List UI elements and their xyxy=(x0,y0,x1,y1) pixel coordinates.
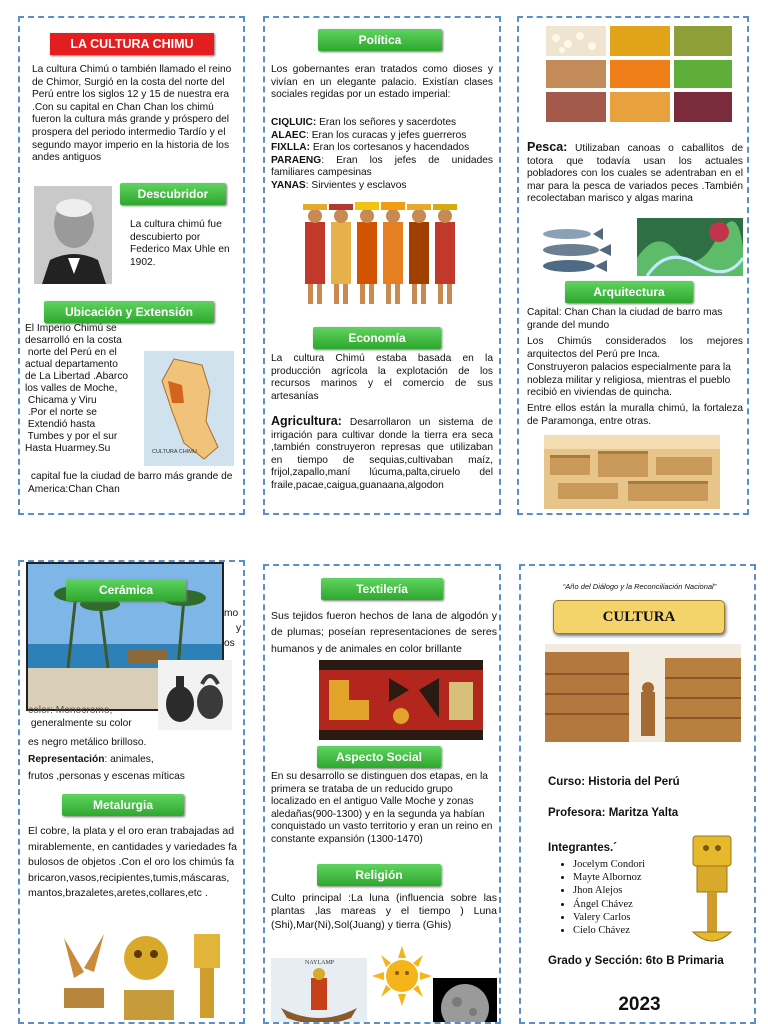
produce-collage xyxy=(544,24,734,124)
ubicacion-line: El Imperio Chimú se xyxy=(25,323,117,334)
ubicacion-line: de La Libertad .Abarco xyxy=(25,371,129,382)
arq-text-1: Los Chimús considerados los mejores arquitectos del Perú pre Inca. xyxy=(527,336,743,360)
ubicacion-line: Tumbes y por el sur xyxy=(25,431,118,442)
ceramica-color-text-3: es negro metálico brilloso. xyxy=(28,737,147,748)
arquitectura-header: Arquitectura xyxy=(565,281,693,303)
arq-text-3: Entre ellos están la muralla chimú, la fortaleza de Paramonga, entre otras. xyxy=(527,403,743,427)
year-text: 2023 xyxy=(618,994,661,1015)
uhle-portrait xyxy=(34,186,112,284)
ceramica-fragment: y xyxy=(236,623,242,634)
textile-image xyxy=(319,660,483,740)
pesca-text xyxy=(527,141,743,206)
ruins-cover-image xyxy=(545,644,741,742)
religion-text: Culto principal :La luna (influencia sobre las plantas ,las mareas y el tiempo ) Luna (Shi),Mar(Ni),Sol(Juang) y tierra (Ghis) xyxy=(271,892,497,931)
representacion-body: : animales, xyxy=(104,754,154,765)
ubicacion-line: Chicama y Viru xyxy=(25,395,97,406)
ubicacion-line: actual departamento xyxy=(25,359,118,370)
ubicacion-line: Hasta Huarmey.Su xyxy=(25,443,111,454)
integrante-item: • Ángel Chávez xyxy=(573,898,645,911)
integrantes-label: Integrantes.´ xyxy=(548,842,618,854)
panel-cover xyxy=(519,564,756,1024)
ubicacion-line: desarrolló en la costa xyxy=(25,335,122,346)
clase-item: CIQLUIC: Eran los señores y sacerdotes xyxy=(271,117,457,128)
ceramica-color-text xyxy=(28,705,158,718)
textileria-header: Textilería xyxy=(321,578,443,600)
clase-item: PARAENG: Eran los jefes de unidades familiares campesinas xyxy=(271,154,493,179)
panel-ceramica-metalurgia xyxy=(18,560,245,1024)
integrante-item: • Cielo Chávez xyxy=(573,924,645,937)
agricultura-label: Agricultura: xyxy=(271,414,342,428)
ceramica-fragment: os xyxy=(224,638,235,649)
religion-header: Religión xyxy=(317,864,441,886)
agricultura-text xyxy=(271,415,493,493)
naylamp-label: NAYLAMP xyxy=(305,960,335,966)
cover-title-badge: CULTURA xyxy=(553,600,725,634)
ubicacion-line: los valles de Moche, xyxy=(25,383,118,394)
tumi-image xyxy=(687,832,737,950)
economia-header: Economía xyxy=(313,327,441,349)
clase-item: YANAS: Sirvientes y esclavos xyxy=(271,179,407,191)
gold-artifacts-image xyxy=(54,928,234,1024)
pesca-label: Pesca: xyxy=(527,140,568,154)
seaweed-image xyxy=(637,218,743,276)
politica-text: Los gobernantes eran tratados como dioses y vivían en un elegante palacio. Existían clases sociales regidas por un estado imperial: xyxy=(271,64,493,101)
chan-chan-ruins-image xyxy=(544,435,720,509)
arq-text-2: Construyeron palacios especialmente para la nobleza militar y religiosa, mientras el pueblo recibió en viviendas de quincha. xyxy=(527,362,731,399)
clase-item: FIXLLA: Eran los cortesanos y hacendados xyxy=(271,142,470,154)
curso-text: Curso: Historia del Perú xyxy=(548,776,680,788)
clases-list xyxy=(271,117,493,193)
representacion-text-2: frutos ,personas y escenas míticas xyxy=(28,771,185,782)
arq-capital-text: Capital: Chan Chan la ciudad de barro mas grande del mundo xyxy=(527,307,723,331)
grado-text: Grado y Sección: 6to B Primaria xyxy=(548,955,724,967)
clase-item: ALAEC: Eran los curacas y jefes guerreros xyxy=(271,129,467,141)
representacion-text xyxy=(28,754,238,767)
panel-textileria-religion xyxy=(263,564,501,1024)
integrante-item: • Jocelym Condori xyxy=(573,858,645,871)
economia-text: La cultura Chimú estaba basada en la producción agrícola la explotación de los recursos marinos y el comercio de sus artesanías xyxy=(271,353,493,402)
metalurgia-header: Metalurgia xyxy=(62,794,184,816)
peru-map xyxy=(144,351,234,466)
social-header: Aspecto Social xyxy=(317,746,441,768)
ceramic-pots-image xyxy=(158,660,232,730)
agricultura-body: Desarrollaron un sistema de irrigación para cultivar donde la tierra era seca ,también construyeron represas que utilizaban en tiempo de sequias,cultivaban maíz, frijol,zapallo,maní lúcuma,palta,ciruelo del fraile,pacae,caigua,guanaana,algodon xyxy=(271,417,493,491)
moon-image xyxy=(433,978,497,1024)
panel-pesca-arquitectura xyxy=(517,16,749,515)
pesca-body: Utilizaban canoas o caballitos de totora que todavía usan los actuales pobladores con los cuales se adentraban en el mar para la pesca de variados peces .También recolectaban marisco y algas marina xyxy=(527,143,743,205)
panel-intro xyxy=(18,16,245,515)
ceramica-fragment: mo xyxy=(224,608,239,619)
sun-icon xyxy=(369,946,435,1006)
motto-text: “Año del Diálogo y la Reconciliación Nacional” xyxy=(562,582,717,591)
ubicacion-tail-text: capital fue la ciudad de barro más grande de America:Chan Chan xyxy=(28,471,235,495)
ubicacion-line: .Por el norte se xyxy=(25,407,97,418)
chimu-figures-image xyxy=(299,200,471,308)
ubicacion-lines xyxy=(25,323,143,455)
integrantes-list xyxy=(555,858,645,937)
color-label: color: Monocromo, xyxy=(28,705,113,716)
social-text: En su desarrollo se distinguen dos etapas, en la primera se trataba de un reducido grupo localizado en el antiguo Valle Moche y zonas aledañas(900-1300) y en la segunda ya habían conquistado un vasto territorio y eran un reino en constante expansión (1300-1470) xyxy=(271,771,493,845)
intro-text: La cultura Chimú o también llamado el reino de Chimor, Surgió en la costa del norte del Perú entre los siglos 12 y 15 de nuestra era .Con su capital en Chan Chan los chimú fueron la cultura más grande y próspero del prospera del periodo intermedio Tardío y el segundo mayor imperio en la historia de los andes antiguos xyxy=(32,64,232,164)
map-label: CULTURA CHIMU xyxy=(152,449,197,455)
ubicacion-line: Extendió hasta xyxy=(25,419,96,430)
naylamp-image xyxy=(271,958,367,1024)
integrante-item: • Mayte Albornoz xyxy=(573,871,645,884)
integrante-item: • Jhon Alejos xyxy=(573,884,645,897)
profesora-text: Profesora: Maritza Yalta xyxy=(548,807,679,819)
politica-header: Política xyxy=(318,29,442,51)
integrante-item: • Valery Carlos xyxy=(573,911,645,924)
ubicacion-header: Ubicación y Extensión xyxy=(44,301,214,323)
panel-politica-economia xyxy=(263,16,501,515)
descubridor-header: Descubridor xyxy=(120,183,226,205)
textileria-text: Sus tejidos fueron hechos de lana de algodón y de plumas; poseían representaciones de seres humanos y de animales en color brillante xyxy=(271,610,497,655)
ceramica-color-text-2: generalmente su color xyxy=(28,718,132,729)
representacion-label: Representación xyxy=(28,754,105,765)
ceramica-header: Cerámica xyxy=(66,579,186,601)
descubridor-text: La cultura chimú fue descubierto por Federico Max Uhle en 1902. xyxy=(130,219,230,268)
fish-image xyxy=(537,224,615,276)
main-title-badge: LA CULTURA CHIMU xyxy=(50,33,214,55)
metalurgia-text: El cobre, la plata y el oro eran trabajadas admirablemente, en cantidades y variedades fabulosos de objetos .Con el oro los chimús fabricaron,vasos,recipientes,tumis,máscaras,mantos,brazaletes,aretes,collares,etc . xyxy=(28,825,237,900)
ubicacion-line: norte del Perú en el xyxy=(25,347,117,358)
